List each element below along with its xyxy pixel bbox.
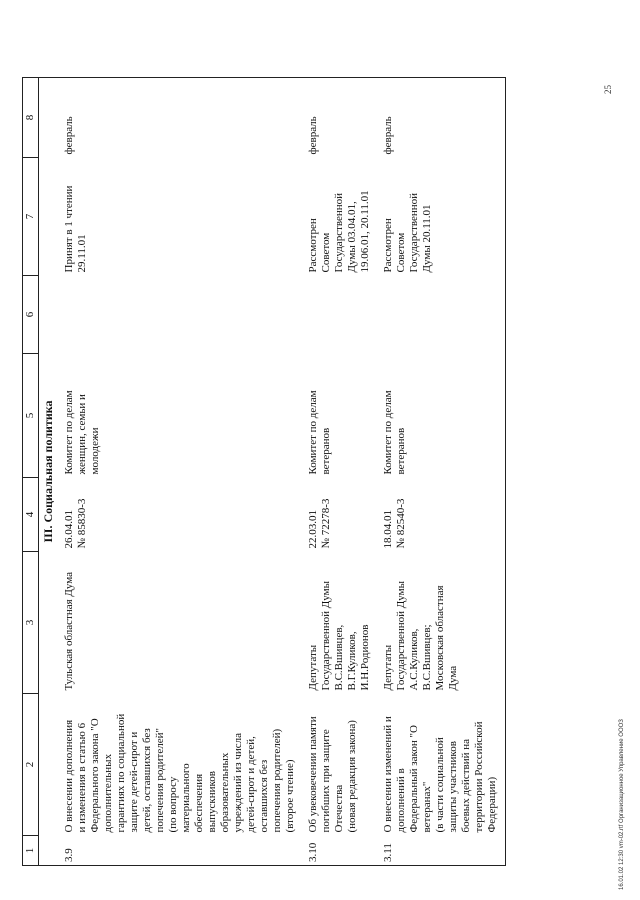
bill-title-line: территории Российской bbox=[473, 721, 485, 833]
registration-line: № 85830-3 bbox=[76, 498, 88, 549]
bill-title-line: (по вопросу bbox=[167, 776, 179, 833]
row-number-cell: 3.11 bbox=[378, 836, 506, 866]
status-line: Думы 03.04.01, bbox=[346, 201, 358, 273]
registration-line: 26.04.01 bbox=[63, 510, 75, 549]
initiator-cell bbox=[59, 552, 303, 694]
status-cell bbox=[378, 158, 506, 276]
registration-cell bbox=[303, 478, 378, 552]
column-number-6: 6 bbox=[23, 276, 39, 354]
bill-title-line: (второе чтение) bbox=[284, 759, 296, 833]
responsible-committee-cell bbox=[303, 354, 378, 478]
bill-title-line: попечения родителей) bbox=[271, 728, 283, 833]
bill-title-line: образовательных bbox=[219, 752, 231, 833]
status-line: Государственной bbox=[408, 192, 420, 273]
responsible-committee-line: молодежи bbox=[89, 427, 101, 475]
initiator-line: И.Н.Родионов bbox=[359, 624, 371, 691]
status-line: Думы 20.11.01 bbox=[421, 204, 433, 273]
column-6-cell-cell bbox=[378, 276, 506, 354]
responsible-committee-line: Комитет по делам bbox=[63, 390, 75, 475]
column-number-2: 2 bbox=[23, 694, 39, 836]
section-title: III. Социальная политика bbox=[39, 78, 60, 866]
row-number-cell: 3.9 bbox=[59, 836, 303, 866]
bill-title-line: дополнительных bbox=[102, 753, 114, 833]
planned-month-line: февраль bbox=[63, 116, 75, 155]
bill-title-line: (новая редакция закона) bbox=[346, 720, 358, 833]
column-number-4: 4 bbox=[23, 478, 39, 552]
responsible-committee-cell bbox=[59, 354, 303, 478]
bill-title-line: О внесении изменений и bbox=[382, 716, 394, 833]
initiator-line: Государственной Думы bbox=[320, 580, 332, 691]
responsible-committee-line: ветеранов bbox=[320, 427, 332, 475]
column-number-8: 8 bbox=[23, 78, 39, 158]
initiator-line: В.С.Вшивцев; bbox=[421, 624, 433, 691]
table-row bbox=[303, 78, 378, 866]
planned-month-cell bbox=[303, 78, 378, 158]
bill-title-cell bbox=[378, 694, 506, 836]
bill-title-line: погибших при защите bbox=[320, 729, 332, 833]
planned-month-line: февраль bbox=[307, 116, 319, 155]
column-number-row bbox=[23, 78, 39, 866]
initiator-line: Депутаты bbox=[382, 644, 394, 691]
bill-title-line: Федерации) bbox=[486, 776, 498, 833]
bill-title-line: Об увековечении памяти bbox=[307, 716, 319, 833]
bill-title-line: боевых действий на bbox=[460, 739, 472, 833]
bill-title-line: ветеранах" bbox=[421, 781, 433, 833]
footer-file-info: 16.01.02 12:30 vm-02.rtf Организационное Управление ОООЗ bbox=[619, 719, 625, 890]
registration-line: 22.03.01 bbox=[307, 510, 319, 549]
bill-title-line: детей-сирот и детей, bbox=[245, 736, 257, 833]
bill-title-line: выпускников bbox=[206, 771, 218, 833]
column-6-cell-cell bbox=[303, 276, 378, 354]
status-line: Принят в 1 чтении bbox=[63, 185, 75, 273]
bill-title-line: попечения родителей" bbox=[154, 728, 166, 833]
registration-cell bbox=[378, 478, 506, 552]
bill-title-line: и изменения в статью 6 bbox=[76, 722, 88, 833]
responsible-committee-line: Комитет по делам bbox=[307, 390, 319, 475]
status-line: 19.06.01, 20.11.01 bbox=[359, 190, 371, 273]
legislation-table bbox=[22, 77, 506, 866]
bill-title-line: учреждений из числа bbox=[232, 732, 244, 833]
bill-title-line: обеспечения bbox=[193, 773, 205, 833]
bill-title-line: гарантиях по социальной bbox=[115, 713, 127, 833]
bill-title-line: оставшихся без bbox=[258, 759, 270, 833]
responsible-committee-line: Комитет по делам bbox=[382, 390, 394, 475]
initiator-line: Московская областная bbox=[434, 585, 446, 691]
bill-title-line: защиты участников bbox=[447, 741, 459, 833]
bill-title-cell bbox=[303, 694, 378, 836]
status-line: Советом bbox=[320, 232, 332, 273]
status-line: Государственной bbox=[333, 192, 345, 273]
initiator-cell bbox=[378, 552, 506, 694]
page-number: 25 bbox=[603, 85, 613, 94]
initiator-line: Тульская областная Дума bbox=[63, 571, 75, 691]
bill-title-cell bbox=[59, 694, 303, 836]
initiator-line: А.С.Куликов, bbox=[408, 628, 420, 691]
responsible-committee-line: ветеранов bbox=[395, 427, 407, 475]
initiator-line: Депутаты bbox=[307, 644, 319, 691]
column-6-cell-cell bbox=[59, 276, 303, 354]
column-number-1: 1 bbox=[23, 836, 39, 866]
column-number-3: 3 bbox=[23, 552, 39, 694]
initiator-line: В.С.Вшивцев, bbox=[333, 624, 345, 691]
table-row bbox=[59, 78, 303, 866]
planned-month-cell bbox=[378, 78, 506, 158]
initiator-line: В.Г.Куликов, bbox=[346, 631, 358, 691]
section-header-row bbox=[39, 78, 60, 866]
initiator-line: Государственной Думы bbox=[395, 580, 407, 691]
initiator-cell bbox=[303, 552, 378, 694]
bill-title-line: (в части социальной bbox=[434, 737, 446, 833]
initiator-line: Дума bbox=[447, 665, 459, 691]
planned-month-cell bbox=[59, 78, 303, 158]
column-number-7: 7 bbox=[23, 158, 39, 276]
responsible-committee-cell bbox=[378, 354, 506, 478]
row-number-cell: 3.10 bbox=[303, 836, 378, 866]
status-cell bbox=[303, 158, 378, 276]
registration-line: № 82540-3 bbox=[395, 498, 407, 549]
bill-title-line: Отечества bbox=[333, 784, 345, 833]
responsible-committee-line: женщин, семьи и bbox=[76, 394, 88, 475]
bill-title-line: защите детей-сирот и bbox=[128, 731, 140, 833]
registration-line: № 72278-3 bbox=[320, 498, 332, 549]
registration-line: 18.04.01 bbox=[382, 510, 394, 549]
status-line: Рассмотрен bbox=[382, 218, 394, 273]
bill-title-line: О внесении дополнения bbox=[63, 719, 75, 833]
bill-title-line: детей, оставшихся без bbox=[141, 728, 153, 833]
table-row bbox=[378, 78, 506, 866]
bill-title-line: материального bbox=[180, 763, 192, 833]
bill-title-line: дополнений в bbox=[395, 768, 407, 833]
status-cell bbox=[59, 158, 303, 276]
bill-title-line: Федеральный закон "О bbox=[408, 725, 420, 833]
status-line: Советом bbox=[395, 232, 407, 273]
column-number-5: 5 bbox=[23, 354, 39, 478]
planned-month-line: февраль bbox=[382, 116, 394, 155]
status-line: Рассмотрен bbox=[307, 218, 319, 273]
registration-cell bbox=[59, 478, 303, 552]
bill-title-line: Федерального закона "О bbox=[89, 718, 101, 833]
status-line: 29.11.01 bbox=[76, 234, 88, 273]
